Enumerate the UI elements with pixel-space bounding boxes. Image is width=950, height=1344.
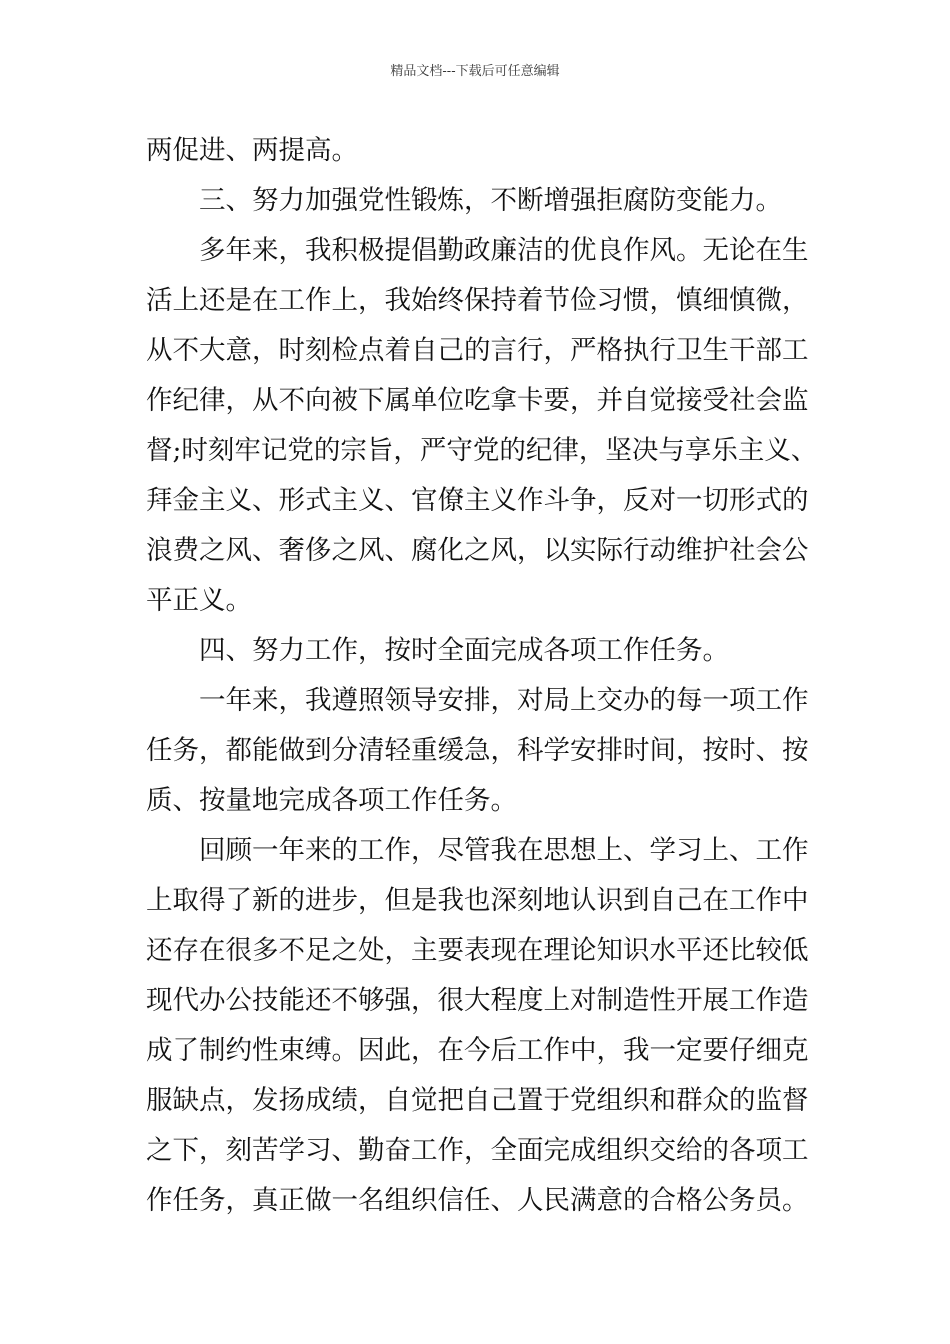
page-header: 精品文档---下载后可任意编辑 (390, 64, 560, 79)
text-line: 还存在很多不足之处，主要表现在理论知识水平还比较低 (146, 935, 809, 966)
text-line: 督;时刻牢记党的宗旨，严守党的纪律，坚决与享乐主义、 (146, 435, 818, 466)
text-line: 作任务，真正做一名组织信任、人民满意的合格公务员。 (146, 1185, 809, 1216)
text-line: 浪费之风、奢侈之风、腐化之风，以实际行动维护社会公 (146, 535, 809, 566)
text-line: 活上还是在工作上，我始终保持着节俭习惯，慎细慎微， (146, 285, 809, 316)
text-line: 作纪律，从不向被下属单位吃拿卡要，并自觉接受社会监 (146, 385, 809, 416)
text-line: 四、努力工作，按时全面完成各项工作任务。 (199, 635, 729, 666)
text-line: 两促进、两提高。 (146, 135, 358, 166)
text-line: 上取得了新的进步，但是我也深刻地认识到自己在工作中 (146, 885, 809, 916)
text-line: 平正义。 (146, 585, 252, 616)
text-line: 三、努力加强党性锻炼，不断增强拒腐防变能力。 (199, 185, 782, 216)
text-line: 拜金主义、形式主义、官僚主义作斗争，反对一切形式的 (146, 485, 809, 516)
text-line: 现代办公技能还不够强，很大程度上对制造性开展工作造 (146, 985, 809, 1016)
text-line: 服缺点，发扬成绩，自觉把自己置于党组织和群众的监督 (146, 1085, 809, 1116)
document-body (146, 126, 818, 1226)
text-line: 从不大意，时刻检点着自己的言行，严格执行卫生干部工 (146, 335, 809, 366)
text-line: 一年来，我遵照领导安排，对局上交办的每一项工作 (199, 685, 809, 716)
text-line: 质、按量地完成各项工作任务。 (146, 785, 517, 816)
text-line: 多年来，我积极提倡勤政廉洁的优良作风。无论在生 (199, 235, 809, 266)
text-line: 之下，刻苦学习、勤奋工作，全面完成组织交给的各项工 (146, 1135, 809, 1166)
text-line: 成了制约性束缚。因此，在今后工作中，我一定要仔细克 (146, 1035, 809, 1066)
text-line: 任务，都能做到分清轻重缓急，科学安排时间，按时、按 (146, 735, 809, 766)
text-line: 回顾一年来的工作，尽管我在思想上、学习上、工作 (199, 835, 809, 866)
